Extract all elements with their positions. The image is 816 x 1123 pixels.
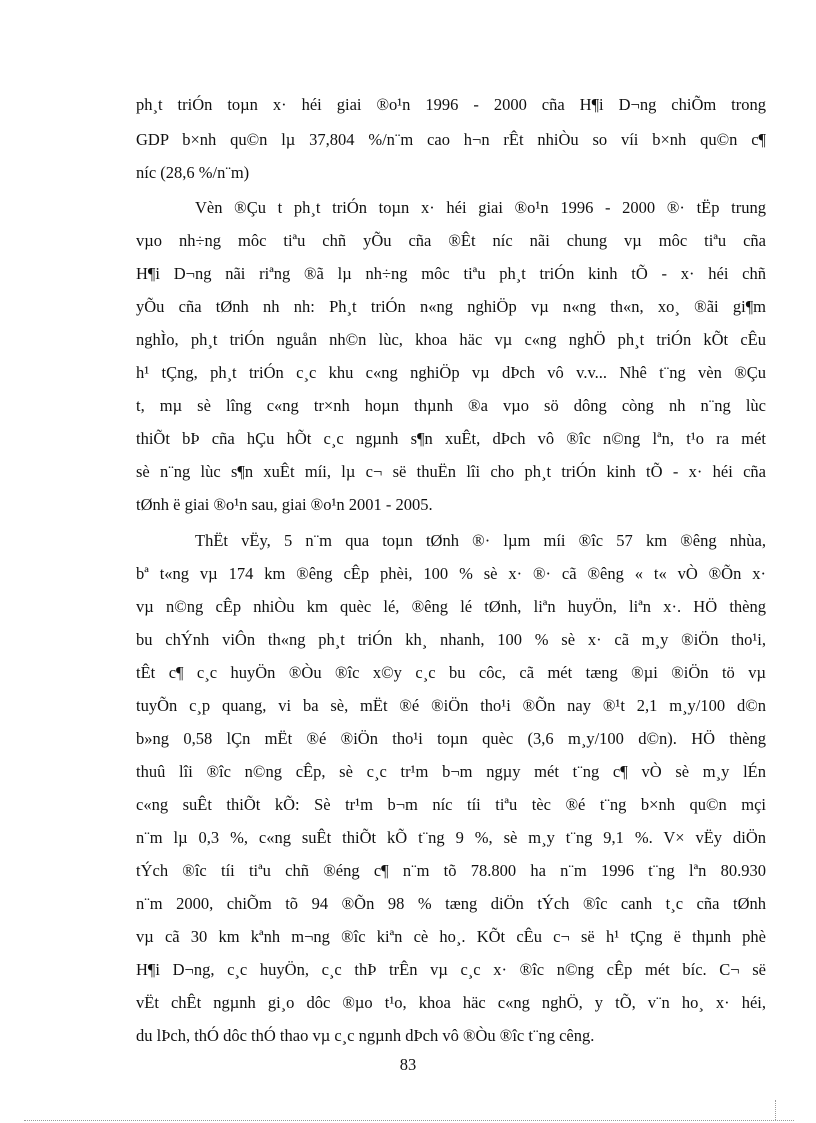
text-line: H¶i D¬ng nãi riªng ®ã lµ nh÷ng môc tiªu ph¸t triÓn kinh tÕ - x· héi chñ: [136, 264, 766, 283]
text-line: níc (28,6 %/n¨m): [136, 163, 250, 182]
text-line: tuyÕn c¸p quang, vi ba sè, mËt ®é ®iÖn tho¹i ®Õn nay ®¹t 2,1 m¸y/100 d©n: [136, 696, 766, 715]
text-line: yÕu cña tØnh nh nh: Ph¸t triÓn n«ng nghiÖp vµ n«ng th«n, xo¸ ®ãi gi¶m: [136, 297, 766, 316]
text-line: vµo nh÷ng môc tiªu chñ yÕu cña ®Êt níc nãi chung vµ môc tiªu cña: [136, 231, 766, 250]
text-line: sè n¨ng lùc s¶n xuÊt míi, lµ c¬ së thuËn lîi cho ph¸t triÓn kinh tÕ - x· héi cña: [136, 462, 766, 481]
text-line: b»ng 0,58 lÇn mËt ®é ®iÖn tho¹i toµn quèc (3,6 m¸y/100 d©n). HÖ thèng: [136, 729, 766, 748]
text-line: tÝch ®îc tíi tiªu chñ ®éng c¶ n¨m tõ 78.800 ha n¨m 1996 t¨ng lªn 80.930: [136, 861, 766, 880]
text-line: Vèn ®Çu t ph¸t triÓn toµn x· héi giai ®o¹n 1996 - 2000 ®· tËp trung: [195, 198, 766, 217]
text-line: ThËt vËy, 5 n¨m qua toµn tØnh ®· lµm míi ®îc 57 km ®êng nhùa,: [195, 531, 766, 550]
text-line: ph¸t triÓn toµn x· héi giai ®o¹n 1996 - 2000 cña H¶i D¬ng chiÕm trong: [136, 95, 766, 114]
text-line: n¨m 2000, chiÕm tõ 94 ®Õn 98 % tæng diÖn tÝch ®îc canh t¸c cña tØnh: [136, 894, 766, 913]
text-line: bª t«ng vµ 174 km ®êng cÊp phèi, 100 % sè x· ®· cã ®êng « t« vÒ ®Õn x·: [136, 564, 766, 583]
text-line: thiÕt bÞ cña hÇu hÕt c¸c ngµnh s¶n xuÊt, dÞch vô ®îc n©ng lªn, t¹o ra mét: [136, 429, 766, 448]
text-line: h¹ tÇng, ph¸t triÓn c¸c khu c«ng nghiÖp vµ dÞch vô v.v... Nhê t¨ng vèn ®Çu: [136, 363, 766, 382]
text-line: vµ cã 30 km kªnh m¬ng ®îc kiªn cè ho¸. KÕt cÊu c¬ së h¹ tÇng ë thµnh phè: [136, 927, 766, 946]
text-line: t, mµ sè lîng c«ng tr×nh hoµn thµnh ®a vµo sö dông còng nh n¨ng lùc: [136, 396, 766, 415]
text-line: tÊt c¶ c¸c huyÖn ®Òu ®îc x©y c¸c bu côc, cã mét tæng ®µi ®iÖn tö vµ: [136, 663, 766, 682]
text-line: GDP b×nh qu©n lµ 37,804 %/n¨m cao h¬n rÊt nhiÒu so víi b×nh qu©n c¶: [136, 130, 766, 149]
page-bottom-border: [24, 1120, 794, 1121]
text-line: du lÞch, thÓ dôc thÓ thao vµ c¸c ngµnh dÞch vô ®Òu ®îc t¨ng cêng.: [136, 1026, 595, 1045]
page-corner-mark: [775, 1100, 777, 1120]
text-line: H¶i D¬ng, c¸c huyÖn, c¸c thÞ trÊn vµ c¸c x· ®îc n©ng cÊp mét bíc. C¬ së: [136, 960, 766, 979]
text-line: thuû lîi ®îc n©ng cÊp, sè c¸c tr¹m b¬m ngµy mét t¨ng c¶ vÒ sè m¸y lÉn: [136, 762, 766, 781]
text-line: vµ n©ng cÊp nhiÒu km quèc lé, ®êng lé tØnh, liªn huyÖn, liªn x·. HÖ thèng: [136, 597, 766, 616]
text-line: bu chÝnh viÔn th«ng ph¸t triÓn kh¸ nhanh, 100 % sè x· cã m¸y ®iÖn tho¹i,: [136, 630, 766, 649]
text-line: vËt chÊt ngµnh gi¸o dôc ®µo t¹o, khoa häc c«ng nghÖ, y tÕ, v¨n ho¸ x· héi,: [136, 993, 766, 1012]
page-number: 83: [399, 1055, 417, 1074]
text-line: n¨m lµ 0,3 %, c«ng suÊt thiÕt kÕ t¨ng 9 %, sè m¸y t¨ng 9,1 %. V× vËy diÖn: [136, 828, 766, 847]
text-line: tØnh ë giai ®o¹n sau, giai ®o¹n 2001 - 2005.: [136, 495, 433, 514]
text-line: c«ng suÊt thiÕt kÕ: Sè tr¹m b¬m níc tíi tiªu tèc ®é t¨ng b×nh qu©n mçi: [136, 795, 766, 814]
text-line: nghÌo, ph¸t triÓn nguån nh©n lùc, khoa häc vµ c«ng nghÖ ph¸t triÓn kÕt cÊu: [136, 330, 766, 349]
